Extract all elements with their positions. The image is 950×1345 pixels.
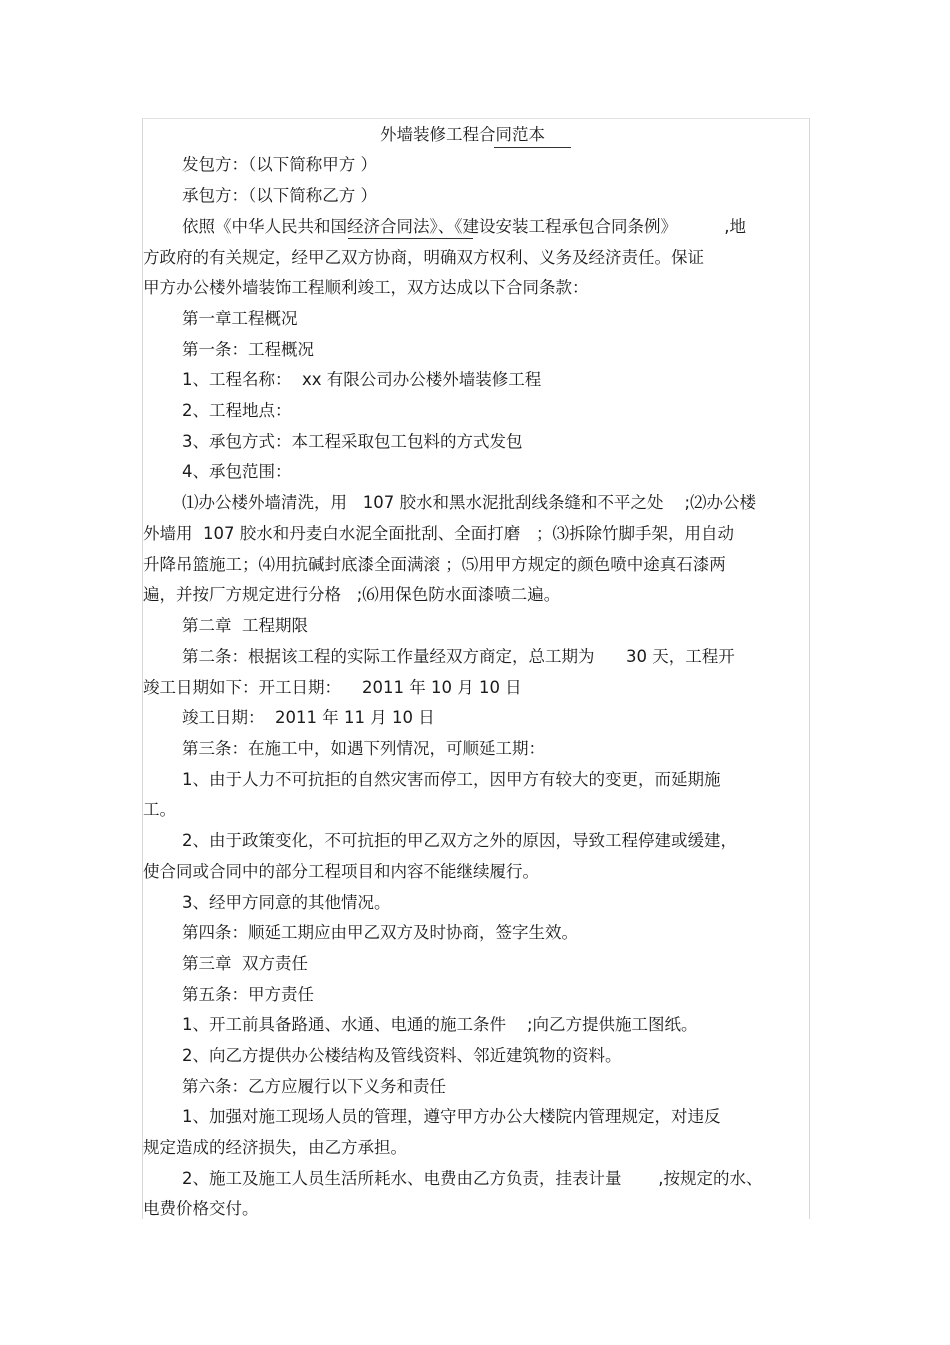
text-line: 甲方办公楼外墙装饰工程顺利竣工，双方达成以下合同条款： — [143, 278, 589, 297]
text-line: 第四条：顺延工期应由甲乙双方及时协商，签字生效。 — [182, 923, 578, 942]
law-name-underline — [348, 238, 473, 239]
text-line: 依照《中华人民共和国经济合同法》、《建设安装工程承包合同条例》 ,地 — [182, 217, 746, 236]
title-underline — [494, 147, 571, 148]
text-line: 使合同或合同中的部分工程项目和内容不能继续履行。 — [143, 862, 539, 881]
text-line: 第二章 工程期限 — [182, 616, 308, 635]
text-line: 3、承包方式：本工程采取包工包料的方式发包 — [182, 432, 523, 451]
text-line: 工。 — [143, 800, 176, 819]
text-line: 2、工程地点： — [182, 401, 292, 420]
text-line: 规定造成的经济损失，由乙方承担。 — [143, 1138, 407, 1157]
text-line: 1、开工前具备路通、水通、电通的施工条件 ;向乙方提供施工图纸。 — [182, 1015, 698, 1034]
text-line: 2、施工及施工人员生活所耗水、电费由乙方负责，挂表计量 ,按规定的水、 — [182, 1169, 763, 1188]
text-line: 电费价格交付。 — [143, 1199, 259, 1218]
document-title: 外墙装修工程合同范本 — [380, 125, 545, 144]
text-line: 承包方：（以下简称乙方 ） — [182, 186, 377, 205]
text-line: ⑴办公楼外墙清洗，用 107 胶水和黑水泥批刮线条缝和不平之处 ;⑵办公楼 — [182, 493, 757, 512]
text-line: 第五条：甲方责任 — [182, 985, 314, 1004]
text-line: 4、承包范围： — [182, 462, 292, 481]
text-line: 遍，并按厂方规定进行分格 ;⑹用保色防水面漆喷二遍。 — [143, 585, 561, 604]
text-line: 第三章 双方责任 — [182, 954, 308, 973]
text-line: 第二条：根据该工程的实际工作量经双方商定，总工期为 30 天，工程开 — [182, 647, 735, 666]
text-line: 升降吊篮施工；⑷用抗碱封底漆全面满滚 ；⑸用甲方规定的颜色喷中途真石漆两 — [143, 555, 726, 574]
text-line: 第一章工程概况 — [182, 309, 298, 328]
text-line: 2、向乙方提供办公楼结构及管线资料、邻近建筑物的资料。 — [182, 1046, 622, 1065]
text-line: 1、加强对施工现场人员的管理，遵守甲方办公大楼院内管理规定，对违反 — [182, 1107, 721, 1126]
text-line: 3、经甲方同意的其他情况。 — [182, 893, 391, 912]
text-line: 第六条：乙方应履行以下义务和责任 — [182, 1077, 446, 1096]
text-line: 竣工日期如下：开工日期： 2011 年 10 月 10 日 — [143, 678, 522, 697]
text-line: 1、由于人力不可抗拒的自然灾害而停工，因甲方有较大的变更，而延期施 — [182, 770, 721, 789]
text-line: 竣工日期： 2011 年 11 月 10 日 — [182, 708, 435, 727]
text-line: 1、工程名称： xx 有限公司办公楼外墙装修工程 — [182, 370, 542, 389]
text-line: 2、由于政策变化，不可抗拒的甲乙双方之外的原因，导致工程停建或缓建， — [182, 831, 737, 850]
text-line: 外墙用 107 胶水和丹麦白水泥全面批刮、全面打磨 ；⑶拆除竹脚手架，用自动 — [143, 524, 734, 543]
text-line: 方政府的有关规定，经甲乙双方协商，明确双方权利、义务及经济责任。保证 — [143, 248, 704, 267]
text-line: 第一条：工程概况 — [182, 340, 314, 359]
text-line: 发包方：（以下简称甲方 ） — [182, 155, 377, 174]
text-line: 第三条：在施工中，如遇下列情况，可顺延工期： — [182, 739, 545, 758]
